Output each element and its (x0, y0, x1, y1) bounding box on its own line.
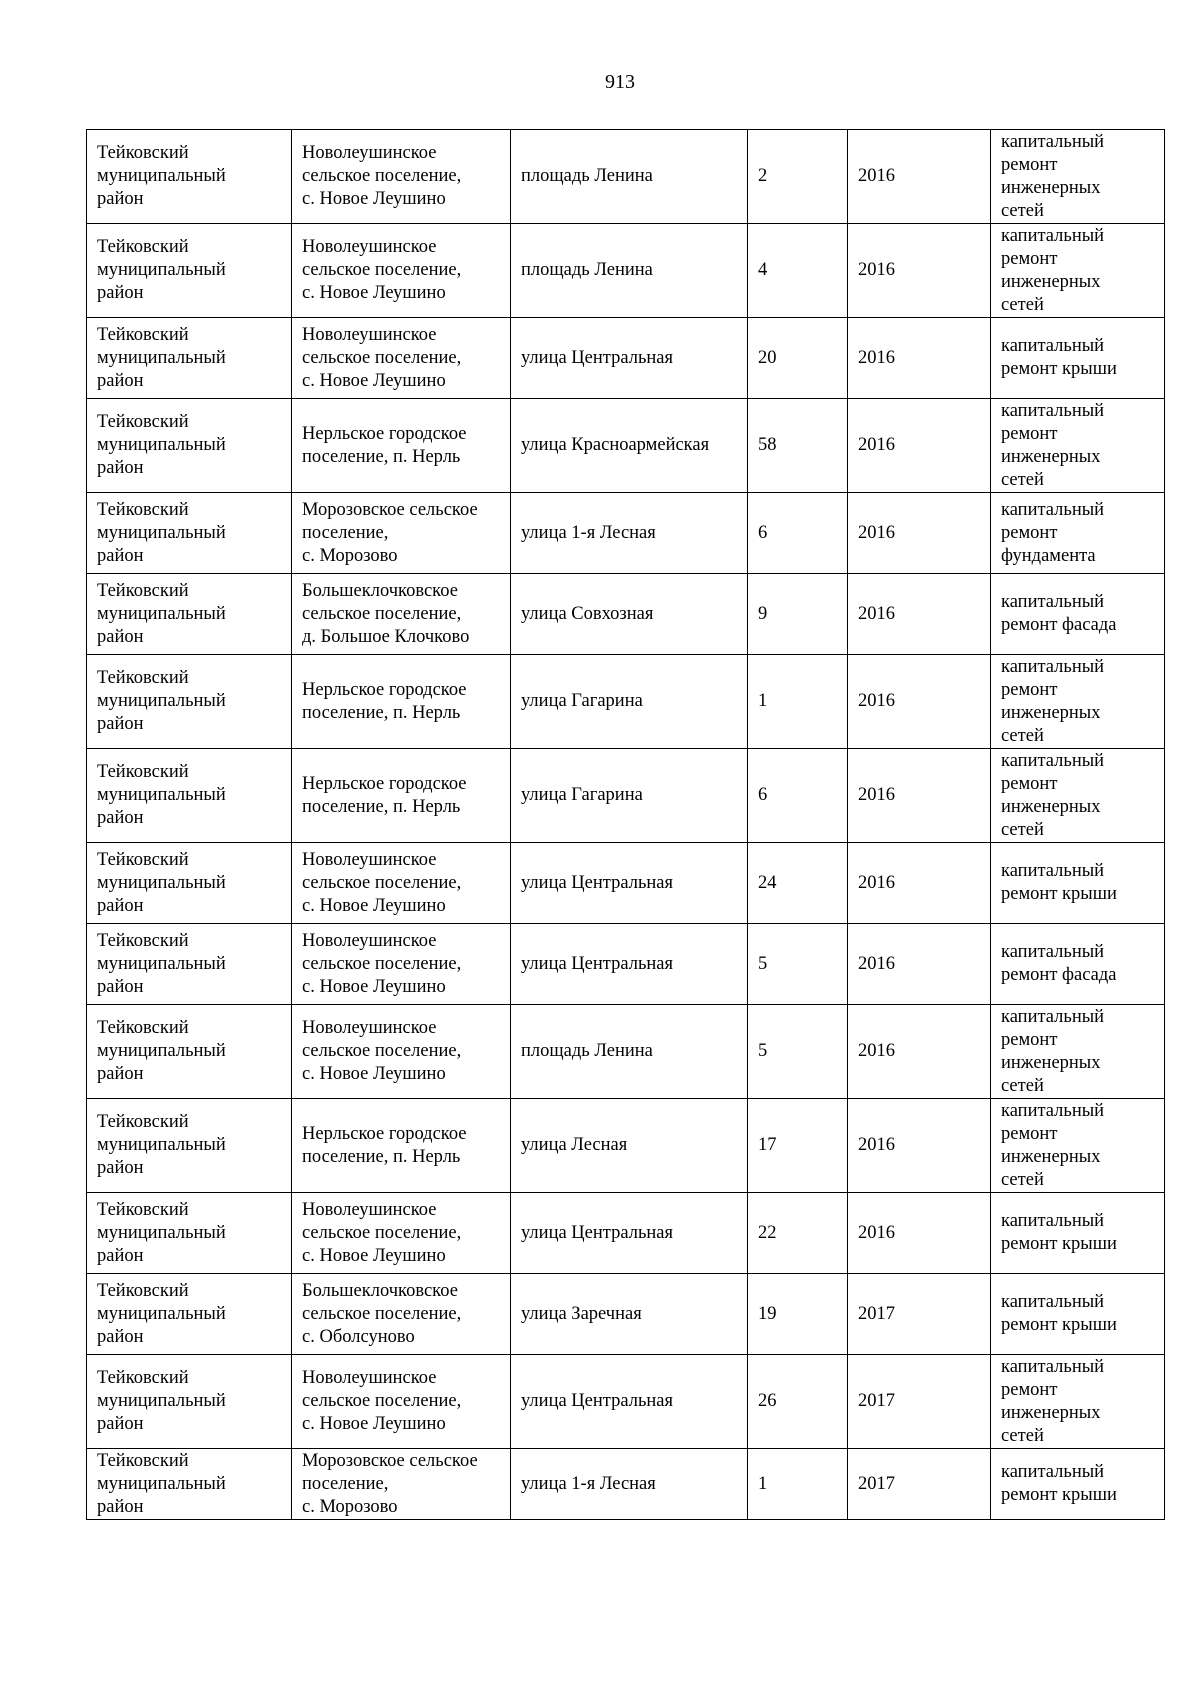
street-cell: улица Заречная (511, 1274, 748, 1355)
street-cell: улица 1-я Лесная (511, 1449, 748, 1520)
year-cell: 2016 (848, 224, 991, 318)
work-type-cell: капитальный ремонт инженерных сетей (991, 1005, 1165, 1099)
table-row (87, 843, 1165, 924)
settlement-cell: Нерльское городское поселение, п. Нерль (292, 399, 511, 493)
table-row (87, 224, 1165, 318)
year-cell: 2016 (848, 843, 991, 924)
table-row (87, 1005, 1165, 1099)
house-number-cell: 58 (748, 399, 848, 493)
house-number-cell: 22 (748, 1193, 848, 1274)
work-type-cell: капитальный ремонт фасада (991, 574, 1165, 655)
district-cell: Тейковский муниципальный район (87, 1449, 292, 1520)
house-number-cell: 6 (748, 749, 848, 843)
street-cell: площадь Ленина (511, 130, 748, 224)
repair-schedule-table (86, 129, 1165, 1520)
district-cell: Тейковский муниципальный район (87, 843, 292, 924)
table-row (87, 1099, 1165, 1193)
street-cell: улица Центральная (511, 924, 748, 1005)
table-row (87, 1274, 1165, 1355)
work-type-cell: капитальный ремонт инженерных сетей (991, 399, 1165, 493)
district-cell: Тейковский муниципальный район (87, 655, 292, 749)
year-cell: 2016 (848, 493, 991, 574)
year-cell: 2016 (848, 318, 991, 399)
work-type-cell: капитальный ремонт крыши (991, 1274, 1165, 1355)
settlement-cell: Морозовское сельское поселение, с. Морозово (292, 1449, 511, 1520)
year-cell: 2017 (848, 1449, 991, 1520)
house-number-cell: 4 (748, 224, 848, 318)
table-row (87, 493, 1165, 574)
district-cell: Тейковский муниципальный район (87, 1005, 292, 1099)
year-cell: 2016 (848, 655, 991, 749)
table-row (87, 318, 1165, 399)
district-cell: Тейковский муниципальный район (87, 1274, 292, 1355)
table-row (87, 924, 1165, 1005)
settlement-cell: Новолеушинское сельское поселение, с. Новое Леушино (292, 924, 511, 1005)
street-cell: улица Центральная (511, 1355, 748, 1449)
work-type-cell: капитальный ремонт инженерных сетей (991, 655, 1165, 749)
house-number-cell: 9 (748, 574, 848, 655)
work-type-cell: капитальный ремонт инженерных сетей (991, 224, 1165, 318)
house-number-cell: 1 (748, 655, 848, 749)
settlement-cell: Новолеушинское сельское поселение, с. Новое Леушино (292, 130, 511, 224)
district-cell: Тейковский муниципальный район (87, 399, 292, 493)
settlement-cell: Нерльское городское поселение, п. Нерль (292, 1099, 511, 1193)
work-type-cell: капитальный ремонт крыши (991, 1449, 1165, 1520)
settlement-cell: Большеклочковское сельское поселение, с. Оболсуново (292, 1274, 511, 1355)
house-number-cell: 26 (748, 1355, 848, 1449)
settlement-cell: Нерльское городское поселение, п. Нерль (292, 655, 511, 749)
table-row (87, 574, 1165, 655)
street-cell: площадь Ленина (511, 224, 748, 318)
district-cell: Тейковский муниципальный район (87, 574, 292, 655)
house-number-cell: 17 (748, 1099, 848, 1193)
work-type-cell: капитальный ремонт крыши (991, 843, 1165, 924)
street-cell: улица Совхозная (511, 574, 748, 655)
table-row (87, 655, 1165, 749)
house-number-cell: 20 (748, 318, 848, 399)
table-row (87, 130, 1165, 224)
settlement-cell: Новолеушинское сельское поселение, с. Новое Леушино (292, 318, 511, 399)
district-cell: Тейковский муниципальный район (87, 318, 292, 399)
settlement-cell: Новолеушинское сельское поселение, с. Новое Леушино (292, 1005, 511, 1099)
street-cell: улица Красноармейская (511, 399, 748, 493)
year-cell: 2017 (848, 1274, 991, 1355)
table-row (87, 1449, 1165, 1520)
house-number-cell: 5 (748, 924, 848, 1005)
house-number-cell: 1 (748, 1449, 848, 1520)
district-cell: Тейковский муниципальный район (87, 224, 292, 318)
street-cell: площадь Ленина (511, 1005, 748, 1099)
district-cell: Тейковский муниципальный район (87, 493, 292, 574)
house-number-cell: 6 (748, 493, 848, 574)
house-number-cell: 2 (748, 130, 848, 224)
table-row (87, 399, 1165, 493)
table-row (87, 749, 1165, 843)
street-cell: улица Гагарина (511, 749, 748, 843)
table-row (87, 1193, 1165, 1274)
year-cell: 2016 (848, 574, 991, 655)
settlement-cell: Новолеушинское сельское поселение, с. Новое Леушино (292, 1355, 511, 1449)
page-number: 913 (605, 71, 635, 93)
year-cell: 2016 (848, 924, 991, 1005)
year-cell: 2016 (848, 130, 991, 224)
table-row (87, 1355, 1165, 1449)
settlement-cell: Нерльское городское поселение, п. Нерль (292, 749, 511, 843)
settlement-cell: Новолеушинское сельское поселение, с. Новое Леушино (292, 224, 511, 318)
house-number-cell: 5 (748, 1005, 848, 1099)
settlement-cell: Новолеушинское сельское поселение, с. Новое Леушино (292, 843, 511, 924)
work-type-cell: капитальный ремонт инженерных сетей (991, 749, 1165, 843)
house-number-cell: 24 (748, 843, 848, 924)
year-cell: 2016 (848, 749, 991, 843)
district-cell: Тейковский муниципальный район (87, 1355, 292, 1449)
street-cell: улица Центральная (511, 318, 748, 399)
house-number-cell: 19 (748, 1274, 848, 1355)
work-type-cell: капитальный ремонт крыши (991, 318, 1165, 399)
year-cell: 2016 (848, 1099, 991, 1193)
district-cell: Тейковский муниципальный район (87, 924, 292, 1005)
district-cell: Тейковский муниципальный район (87, 1193, 292, 1274)
table-body (87, 130, 1165, 1520)
settlement-cell: Большеклочковское сельское поселение, д. Большое Клочково (292, 574, 511, 655)
year-cell: 2016 (848, 399, 991, 493)
work-type-cell: капитальный ремонт инженерных сетей (991, 1355, 1165, 1449)
street-cell: улица Центральная (511, 843, 748, 924)
street-cell: улица Гагарина (511, 655, 748, 749)
year-cell: 2016 (848, 1193, 991, 1274)
street-cell: улица Лесная (511, 1099, 748, 1193)
year-cell: 2016 (848, 1005, 991, 1099)
work-type-cell: капитальный ремонт фундамента (991, 493, 1165, 574)
work-type-cell: капитальный ремонт крыши (991, 1193, 1165, 1274)
district-cell: Тейковский муниципальный район (87, 749, 292, 843)
work-type-cell: капитальный ремонт инженерных сетей (991, 1099, 1165, 1193)
settlement-cell: Новолеушинское сельское поселение, с. Новое Леушино (292, 1193, 511, 1274)
street-cell: улица 1-я Лесная (511, 493, 748, 574)
work-type-cell: капитальный ремонт фасада (991, 924, 1165, 1005)
work-type-cell: капитальный ремонт инженерных сетей (991, 130, 1165, 224)
district-cell: Тейковский муниципальный район (87, 1099, 292, 1193)
settlement-cell: Морозовское сельское поселение, с. Морозово (292, 493, 511, 574)
year-cell: 2017 (848, 1355, 991, 1449)
district-cell: Тейковский муниципальный район (87, 130, 292, 224)
street-cell: улица Центральная (511, 1193, 748, 1274)
